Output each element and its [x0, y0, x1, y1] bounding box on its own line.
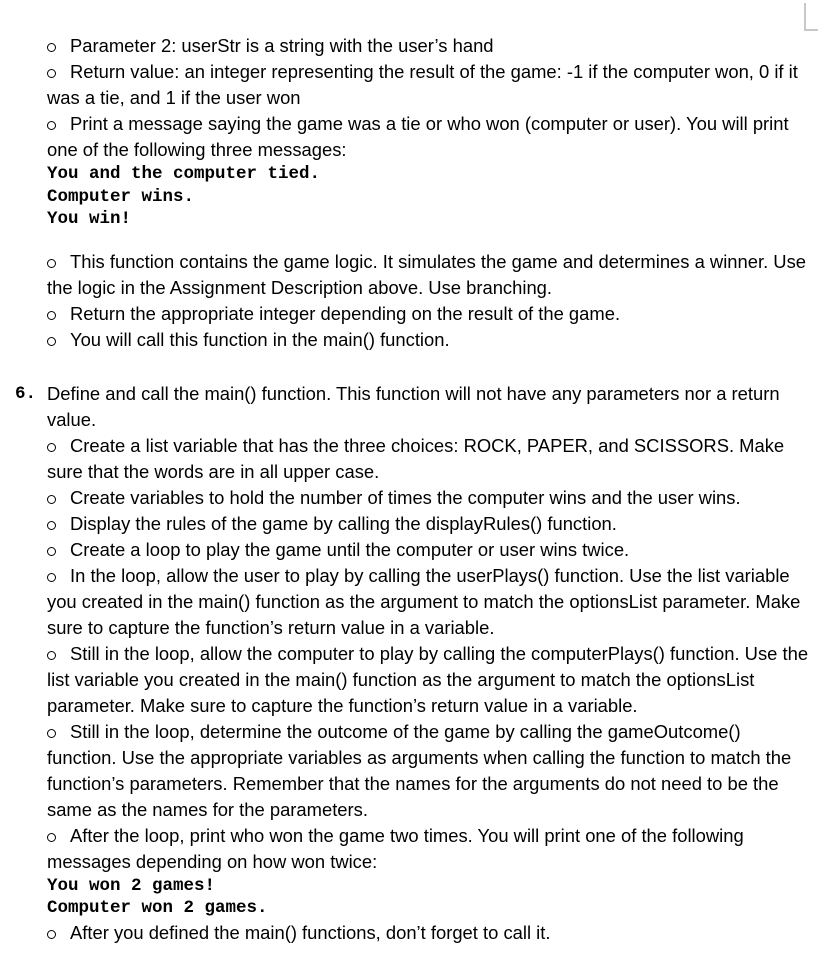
list-item — [0, 719, 818, 823]
code-message-user-won-two: You won 2 games! — [47, 875, 216, 896]
list-item — [0, 563, 818, 641]
step-text: Define and call the main() function. This function will not have any parameters nor a return value. — [47, 382, 780, 430]
bullet-circle-icon — [47, 327, 59, 353]
bullet-circle-icon — [47, 511, 59, 537]
list-item — [0, 433, 818, 485]
bullet-text: Return value: an integer representing the result of the game: -1 if the computer won, 0 if it was a tie, and 1 if the user won — [47, 61, 798, 108]
list-item — [0, 59, 818, 111]
list-item — [0, 327, 818, 353]
bullet-text: After the loop, print who won the game two times. You will print one of the following messages depending on how won twice: — [47, 824, 744, 872]
list-item — [0, 249, 818, 301]
bullet-circle-icon — [47, 301, 59, 327]
list-item — [0, 301, 818, 327]
bullet-text: Still in the loop, determine the outcome of the game by calling the gameOutcome() function. Use the appropriate variables as arguments when calling the function to match the function’s parameters. Remember that the names for the arguments do not need to be the same as the names for the parameters. — [47, 720, 792, 820]
list-item — [0, 485, 818, 511]
list-item — [0, 111, 818, 163]
bullet-circle-icon — [47, 537, 59, 563]
bullet-circle-icon — [47, 111, 59, 137]
list-item — [0, 823, 818, 875]
step-6 — [0, 381, 818, 433]
list-item — [0, 641, 818, 719]
bullet-circle-icon — [47, 485, 59, 511]
bullet-text: Still in the loop, allow the computer to play by calling the computerPlays() function. Use the list variable you created in the main() function as the argument to match the optionsList parameter. Make sure to capture the function’s return value in a variable. — [47, 642, 809, 716]
bullet-circle-icon — [47, 641, 59, 667]
code-message-tie: You and the computer tied. — [47, 164, 321, 184]
bullet-text: This function contains the game logic. It simulates the game and determines a winner. Use the logic in the Assignment Description above. Use branching. — [47, 250, 807, 298]
list-item — [0, 511, 818, 537]
code-message-computer-wins: Computer wins. — [47, 186, 195, 207]
bullet-circle-icon — [47, 920, 59, 946]
bullet-text: In the loop, allow the user to play by calling the userPlays() function. Use the list variable you created in the main() function as the argument to match the optionsList parameter. Make sure to capture the function’s return value in a variable. — [47, 564, 801, 638]
bullet-circle-icon — [47, 719, 59, 745]
bullet-text: Create variables to hold the number of times the computer wins and the user wins. — [70, 486, 741, 508]
step-number: 6. — [15, 383, 37, 404]
bullet-text: Display the rules of the game by calling the displayRules() function. — [70, 512, 617, 534]
list-item — [0, 33, 818, 59]
document-body — [0, 33, 818, 946]
bullet-circle-icon — [47, 823, 59, 849]
bullet-circle-icon — [47, 59, 59, 85]
bullet-text: After you defined the main() functions, don’t forget to call it. — [70, 921, 551, 943]
bullet-text: Parameter 2: userStr is a string with the user’s hand — [70, 35, 494, 56]
list-item — [0, 537, 818, 563]
bullet-text: Create a list variable that has the three choices: ROCK, PAPER, and SCISSORS. Make sure that the words are in all upper case. — [47, 434, 785, 482]
code-message-computer-won-two: Computer won 2 games. — [47, 898, 268, 919]
bullet-text: You will call this function in the main() function. — [70, 328, 450, 350]
bullet-text: Print a message saying the game was a tie or who won (computer or user). You will print one of the following three messages: — [47, 113, 789, 160]
bullet-circle-icon — [47, 563, 59, 589]
list-item — [0, 920, 818, 946]
bullet-circle-icon — [47, 33, 59, 59]
bullet-text: Create a loop to play the game until the computer or user wins twice. — [70, 538, 630, 560]
code-message-user-wins: You win! — [47, 209, 132, 230]
page-corner-mark — [804, 3, 818, 31]
bullet-text: Return the appropriate integer depending on the result of the game. — [70, 302, 621, 324]
bullet-circle-icon — [47, 249, 59, 275]
bullet-circle-icon — [47, 433, 59, 459]
